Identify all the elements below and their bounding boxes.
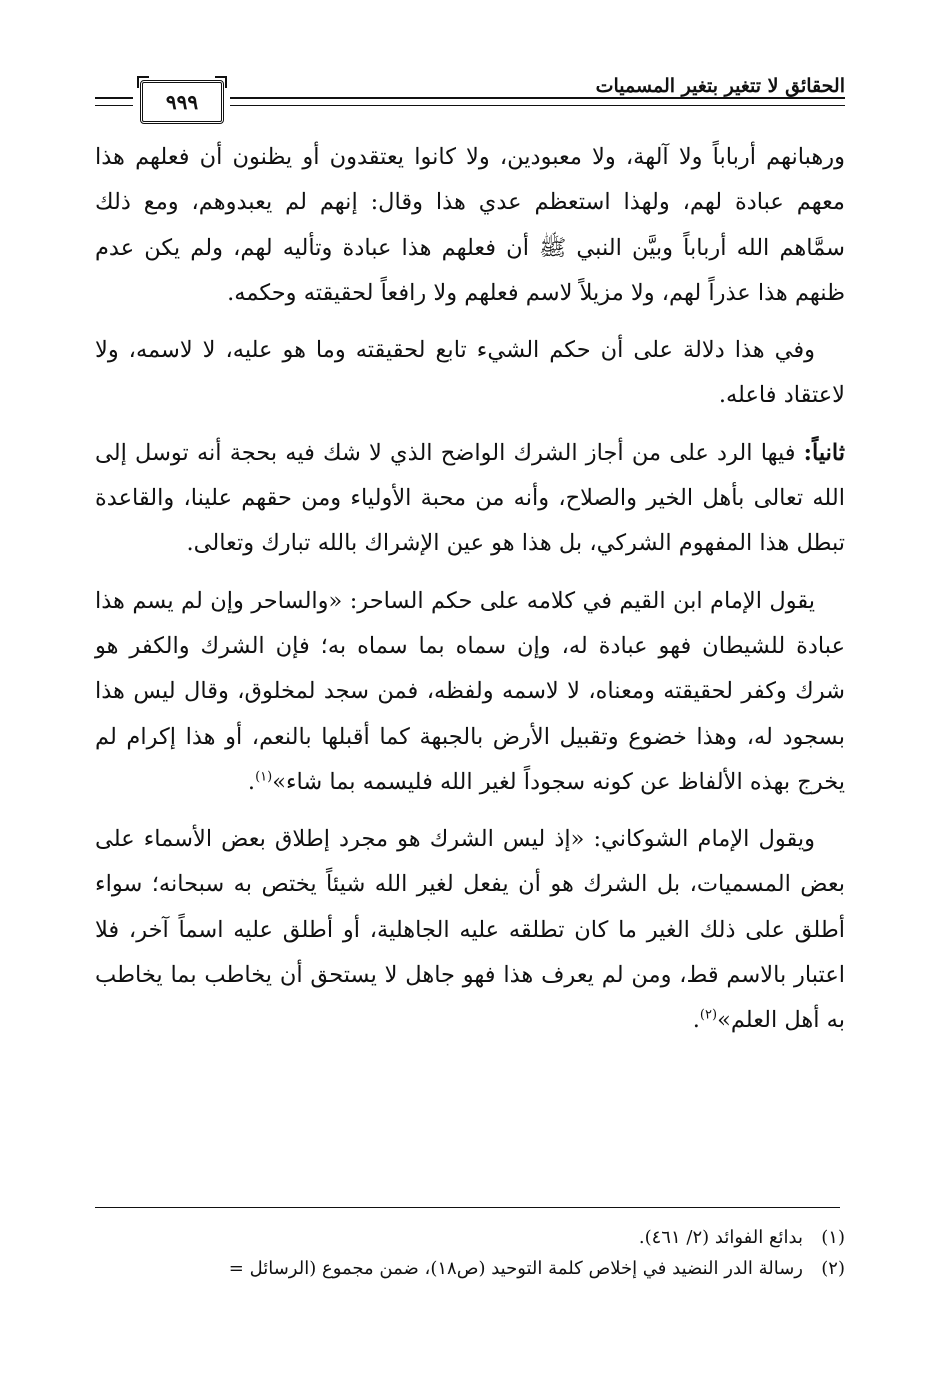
footnote: [70, 1222, 845, 1253]
page-number-frame: [140, 80, 224, 124]
paragraph-text: فيها الرد على من أجاز الشرك الواضح الذي لا شك فيه بحجة أنه توسل إلى الله تعالى بأهل الخير والصلاح، وأنه من محبة الأولياء ومن حقهم علينا، والقاعدة تبطل هذا المفهوم الشركي، بل هذا هو عين الإشراك بالله تبارك وتعالى.: [95, 439, 845, 557]
paragraph-text: ويقول الإمام الشوكاني: «إذ ليس الشرك هو مجرد إطلاق بعض الأسماء على بعض المسميات، بل الشرك هو أن يفعل لغير الله شيئاً يختص به سبحانه؛ سواء أطلق على ذلك الغير ما كان تطلقه عليه الجاهلية، أو أطلق عليه اسماً آخر، فلا اعتبار بالاسم قط، ومن لم يعرف هذا فهو جاهل لا يستحق أن يخاطب بما يخاطب به أهل العلم»: [95, 826, 845, 1034]
paragraph-text: وفي هذا دلالة على أن حكم الشيء تابع لحقيقته وما هو عليه، لا لاسمه، ولا لاعتقاد فاعله.: [95, 337, 845, 409]
footnote-text: بدائع الفوائد (٢/ ٤٦١).: [638, 1227, 803, 1248]
page-header: [95, 70, 845, 130]
header-rule-left: [95, 97, 133, 106]
footnote-ref: (٢): [699, 1007, 718, 1023]
body-text: [95, 135, 845, 1056]
footnote-text: رسالة الدر النضيد في إخلاص كلمة التوحيد (ص١٨)، ضمن مجموع (الرسائل =: [228, 1258, 803, 1279]
paragraph: [95, 135, 845, 316]
paragraph: [95, 431, 845, 567]
paragraph: [95, 328, 845, 419]
paragraph-tail: .: [692, 1007, 700, 1034]
running-title: الحقائق لا تتغير بتغير المسميات: [595, 75, 845, 97]
paragraph-text: ورهبانهم أرباباً ولا آلهة، ولا معبودين، ولا كانوا يعتقدون أو يظنون أن فعلهم هذا معهم عبادة لهم، ولهذا استعظم عدي هذا وقال: إنهم لم يعبدوهم، ومع ذلك سمَّاهم الله أرباباً وبيَّن النبي ﷺ أن فعلهم هذا عبادة وتأليه لهم، ولم يكن عدم ظنهم هذا عذراً لهم، ولا مزيلاً لاسم فعلهم ولا رافعاً لحقيقته وحكمه.: [95, 144, 845, 306]
footnotes: [70, 1222, 845, 1284]
paragraph-tail: .: [247, 768, 256, 795]
footnote-number: (١): [821, 1227, 845, 1248]
footnote-number: (٢): [821, 1258, 845, 1279]
page-number: ٩٩٩: [165, 90, 199, 114]
paragraph-lead: ثانياً:: [803, 439, 845, 466]
paragraph: [95, 817, 845, 1043]
footnote-ref: (١): [255, 769, 273, 785]
paragraph-text: يقول الإمام ابن القيم في كلامه على حكم الساحر: «والساحر وإن لم يسم هذا عبادة للشيطان فهو عبادة له، وإن سماه بما سماه به؛ فإن الشرك والكفر هو شرك وكفر لحقيقته ومعناه، لا لاسمه ولفظه، فمن سجد لمخلوق، وقال ليس هذا بسجود له، وهذا خضوع وتقبيل الأرض بالجبهة كما أقبلها بالنعم، أو هذا إكرام لم يخرج بهذه الألفاظ عن كونه سجوداً لغير الله فليسمه بما شاء»: [95, 587, 845, 795]
footnote-separator: [95, 1207, 840, 1208]
paragraph: [95, 579, 845, 805]
header-rule-right: [230, 97, 845, 106]
footnote: [70, 1253, 845, 1284]
